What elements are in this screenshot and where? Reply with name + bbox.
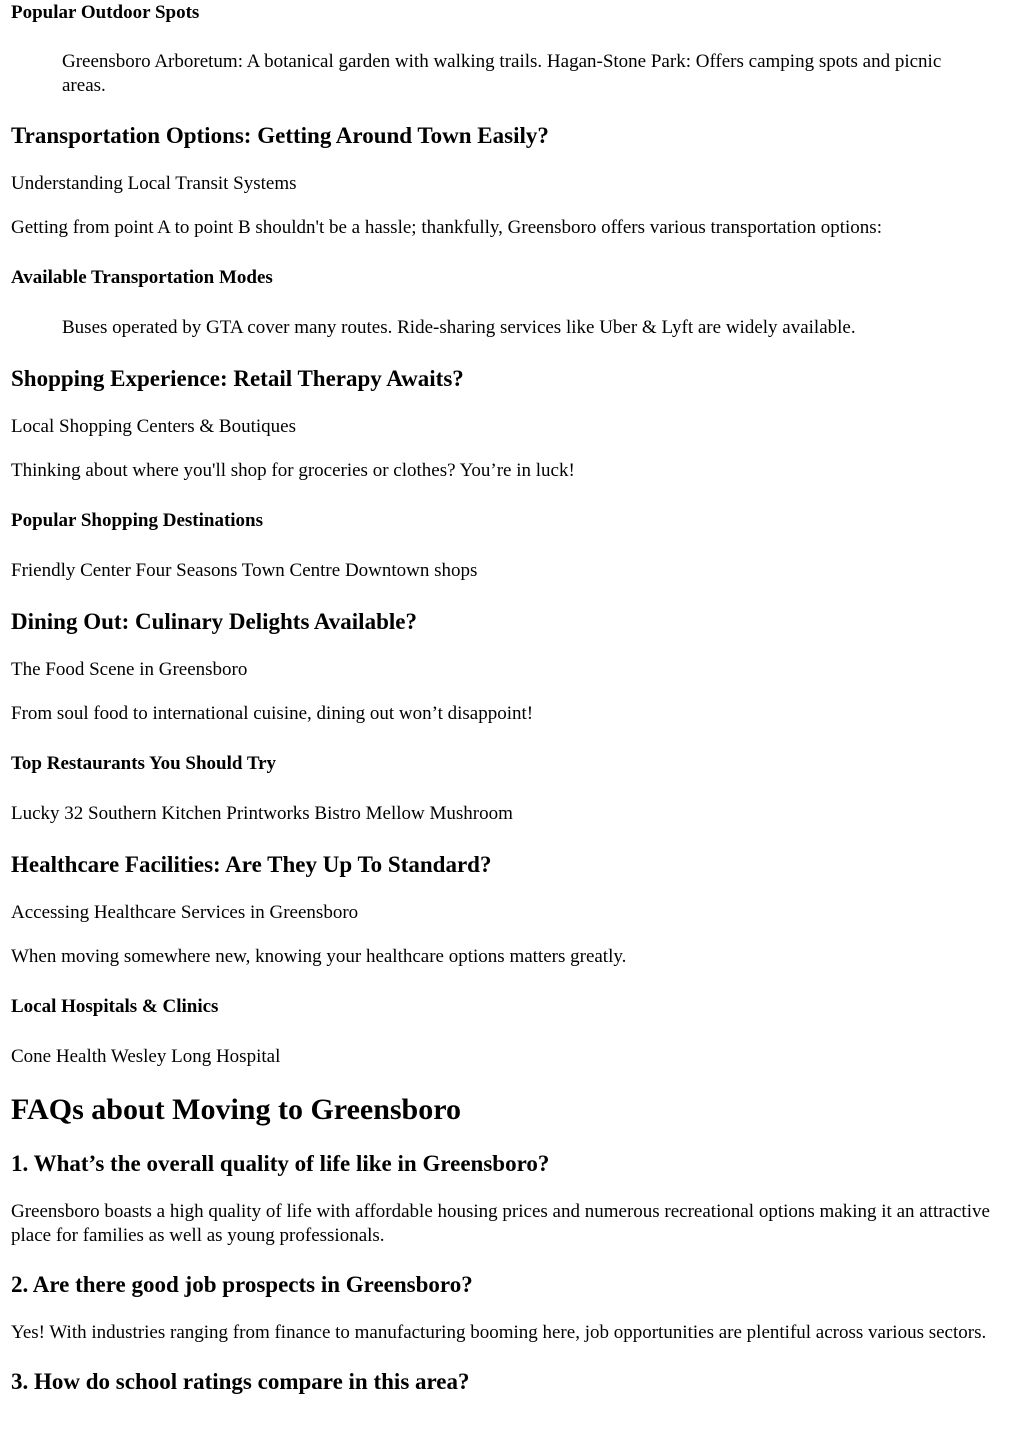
shopping-destinations-heading: Popular Shopping Destinations [11, 510, 264, 531]
healthcare-subheading: Accessing Healthcare Services in Greensboro [11, 902, 359, 923]
faq-answer-1: Greensboro boasts a high quality of life with affordable housing prices and numerous recreational options making it an attractive place for families as well as young professionals. [11, 1201, 990, 1246]
dining-subheading: The Food Scene in Greensboro [11, 659, 248, 680]
healthcare-intro: When moving somewhere new, knowing your healthcare options matters greatly. [11, 946, 627, 967]
restaurants-list: Lucky 32 Southern Kitchen Printworks Bistro Mellow Mushroom [11, 803, 513, 824]
shopping-destinations-list: Friendly Center Four Seasons Town Centre Downtown shops [11, 560, 478, 581]
transport-intro: Getting from point A to point B shouldn't be a hassle; thankfully, Greensboro offers various transportation options: [11, 217, 882, 238]
restaurants-heading: Top Restaurants You Should Try [11, 753, 277, 774]
article-body [0, 1, 1024, 1396]
faq-question-1: 1. What’s the overall quality of life like in Greensboro? [11, 1151, 550, 1176]
outdoor-spots-list: Greensboro Arboretum: A botanical garden with walking trails. Hagan-Stone Park: Offers camping spots and picnic areas. [62, 51, 942, 96]
healthcare-heading: Healthcare Facilities: Are They Up To Standard? [11, 852, 492, 877]
shopping-heading: Shopping Experience: Retail Therapy Awaits? [11, 366, 464, 391]
faq-answer-2: Yes! With industries ranging from finance to manufacturing booming here, job opportunities are plentiful across various sectors. [11, 1322, 987, 1343]
dining-intro: From soul food to international cuisine, dining out won’t disappoint! [11, 703, 534, 724]
dining-heading: Dining Out: Culinary Delights Available? [11, 609, 417, 634]
transport-modes-heading: Available Transportation Modes [11, 267, 273, 288]
outdoor-spots-heading: Popular Outdoor Spots [11, 2, 200, 23]
transport-subheading: Understanding Local Transit Systems [11, 173, 297, 194]
shopping-intro: Thinking about where you'll shop for groceries or clothes? You’re in luck! [11, 460, 575, 481]
shopping-subheading: Local Shopping Centers & Boutiques [11, 416, 296, 437]
faq-question-2: 2. Are there good job prospects in Greensboro? [11, 1272, 473, 1297]
hospitals-list: Cone Health Wesley Long Hospital [11, 1046, 281, 1067]
transport-modes-list: Buses operated by GTA cover many routes. Ride-sharing services like Uber & Lyft are widely available. [62, 317, 856, 338]
faq-question-3: 3. How do school ratings compare in this area? [11, 1369, 470, 1394]
hospitals-heading: Local Hospitals & Clinics [11, 996, 219, 1017]
transport-heading: Transportation Options: Getting Around Town Easily? [11, 123, 549, 148]
faq-heading: FAQs about Moving to Greensboro [11, 1093, 462, 1126]
